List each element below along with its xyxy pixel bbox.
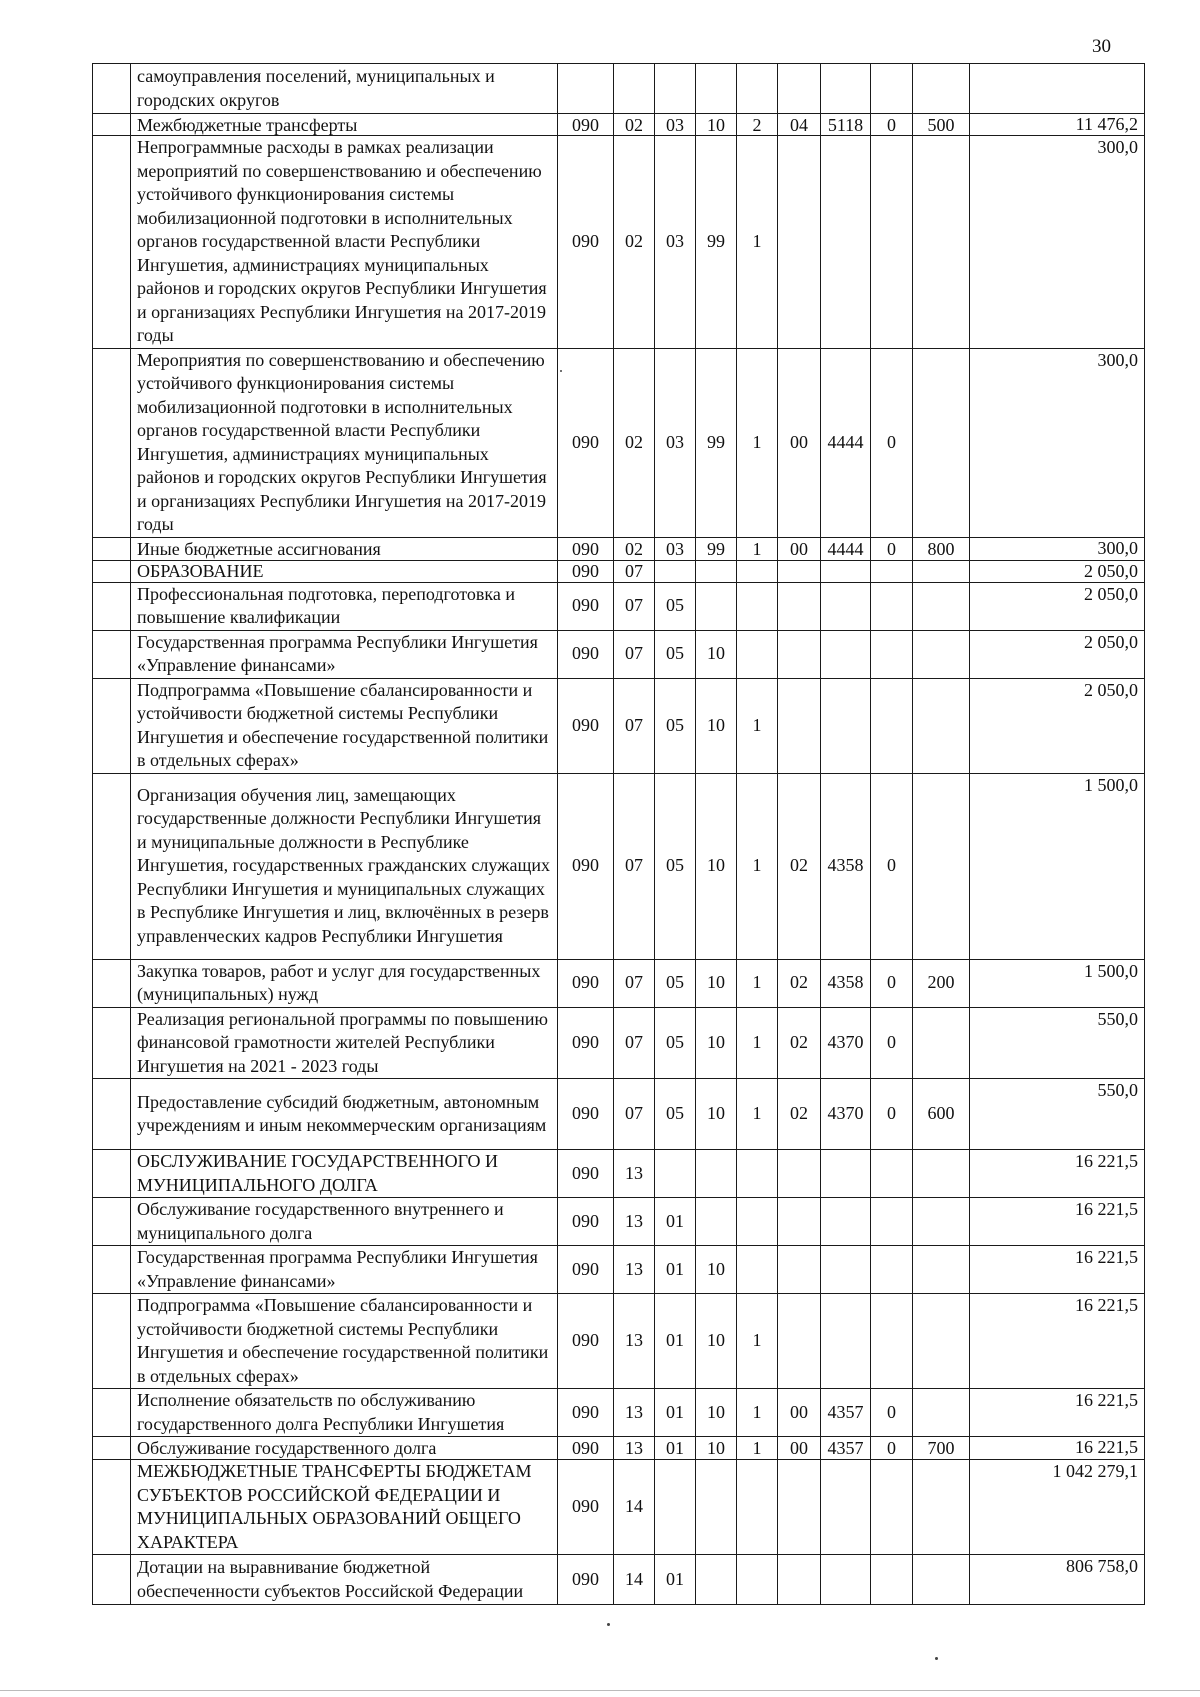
row-name: Государственная программа Республики Ингушетия «Управление финансами» (131, 1246, 558, 1294)
code-cell: 05 (655, 1079, 696, 1150)
table-row (93, 1460, 1145, 1555)
code-cell: 01 (655, 1294, 696, 1389)
code-cell: 02 (614, 136, 655, 349)
row-name: Дотации на выравнивание бюджетной обеспеченности субъектов Российской Федерации (131, 1555, 558, 1605)
amount-cell: 16 221,5 (970, 1389, 1145, 1437)
code-cell: 4444 (821, 348, 871, 537)
code-cell (821, 582, 871, 630)
page-number: 30 (1092, 36, 1111, 57)
row-name: Профессиональная подготовка, переподготовка и повышение квалификации (131, 582, 558, 630)
code-cell (696, 560, 737, 582)
code-cell: 090 (558, 1079, 614, 1150)
code-cell: 1 (737, 959, 778, 1007)
code-cell: 1 (737, 773, 778, 959)
row-index-cell (93, 1389, 131, 1437)
scan-edge (0, 1690, 1200, 1691)
row-name: Межбюджетные трансферты (131, 114, 558, 136)
code-cell (821, 136, 871, 349)
code-cell (913, 1460, 970, 1555)
code-cell: 090 (558, 1460, 614, 1555)
code-cell: 090 (558, 630, 614, 678)
amount-cell: 2 050,0 (970, 678, 1145, 773)
code-cell (778, 678, 821, 773)
table-row (93, 64, 1145, 114)
code-cell (655, 1150, 696, 1198)
code-cell (871, 1555, 913, 1605)
row-name: самоуправления поселений, муниципальных и городских округов (131, 64, 558, 114)
code-cell (821, 1294, 871, 1389)
code-cell (871, 630, 913, 678)
code-cell: 05 (655, 773, 696, 959)
code-cell: 1 (737, 678, 778, 773)
table-row (93, 537, 1145, 560)
code-cell: 090 (558, 1555, 614, 1605)
row-index-cell (93, 1007, 131, 1079)
code-cell: 0 (871, 348, 913, 537)
row-name: Обслуживание государственного внутреннего и муниципального долга (131, 1198, 558, 1246)
code-cell: 07 (614, 560, 655, 582)
row-index-cell (93, 348, 131, 537)
code-cell: 090 (558, 348, 614, 537)
code-cell: 090 (558, 1246, 614, 1294)
amount-cell: 16 221,5 (970, 1294, 1145, 1389)
code-cell: 07 (614, 1079, 655, 1150)
code-cell (696, 1555, 737, 1605)
code-cell: 01 (655, 1555, 696, 1605)
code-cell: 10 (696, 630, 737, 678)
code-cell: 0 (871, 114, 913, 136)
row-index-cell (93, 1437, 131, 1460)
code-cell: 10 (696, 1294, 737, 1389)
code-cell (655, 64, 696, 114)
row-index-cell (93, 1246, 131, 1294)
code-cell: 03 (655, 348, 696, 537)
table-row (93, 959, 1145, 1007)
code-cell: 090 (558, 537, 614, 560)
code-cell: 090 (558, 773, 614, 959)
code-cell: 02 (614, 537, 655, 560)
code-cell (913, 64, 970, 114)
code-cell (871, 64, 913, 114)
budget-table (92, 63, 1145, 1605)
code-cell (778, 1460, 821, 1555)
row-index-cell (93, 1294, 131, 1389)
row-index-cell (93, 630, 131, 678)
code-cell: 99 (696, 537, 737, 560)
table-row (93, 114, 1145, 136)
code-cell: 1 (737, 1079, 778, 1150)
code-cell (871, 1294, 913, 1389)
code-cell (913, 630, 970, 678)
code-cell: 07 (614, 1007, 655, 1079)
code-cell (737, 1198, 778, 1246)
code-cell: 07 (614, 959, 655, 1007)
row-name: ОБРАЗОВАНИЕ (131, 560, 558, 582)
table-row (93, 582, 1145, 630)
amount-cell: 2 050,0 (970, 582, 1145, 630)
code-cell: 500 (913, 114, 970, 136)
code-cell: 02 (778, 959, 821, 1007)
code-cell: 05 (655, 630, 696, 678)
code-cell: 13 (614, 1150, 655, 1198)
code-cell (871, 560, 913, 582)
code-cell: 00 (778, 348, 821, 537)
code-cell: 0 (871, 537, 913, 560)
code-cell: 1 (737, 1294, 778, 1389)
code-cell (696, 1150, 737, 1198)
code-cell: 700 (913, 1437, 970, 1460)
row-index-cell (93, 1460, 131, 1555)
code-cell (913, 1198, 970, 1246)
row-name: Организация обучения лиц, замещающих государственные должности Республики Ингушетия и муниципальные должности в Республике Ингушетия, государственных гражданских служащих Республики Ингушетия и муниципальных служащих в Республике Ингушетия и лиц, включённых в резерв управленческих кадров Республики Ингушетия (131, 773, 558, 959)
code-cell (821, 1460, 871, 1555)
code-cell (821, 1246, 871, 1294)
code-cell: 13 (614, 1294, 655, 1389)
code-cell: 99 (696, 136, 737, 349)
row-index-cell (93, 773, 131, 959)
code-cell: 0 (871, 773, 913, 959)
code-cell: 07 (614, 773, 655, 959)
code-cell: 1 (737, 1437, 778, 1460)
code-cell (913, 582, 970, 630)
amount-cell: 550,0 (970, 1079, 1145, 1150)
table-row (93, 136, 1145, 349)
code-cell (871, 136, 913, 349)
amount-cell: 550,0 (970, 1007, 1145, 1079)
code-cell: 1 (737, 1389, 778, 1437)
code-cell (821, 560, 871, 582)
code-cell (778, 136, 821, 349)
scan-dot (607, 1623, 610, 1626)
code-cell: 0 (871, 1007, 913, 1079)
code-cell: 03 (655, 136, 696, 349)
code-cell: 00 (778, 1437, 821, 1460)
code-cell: 02 (614, 348, 655, 537)
row-name: Исполнение обязательств по обслуживанию государственного долга Республики Ингушетия (131, 1389, 558, 1437)
code-cell: 07 (614, 630, 655, 678)
code-cell (821, 1198, 871, 1246)
code-cell: 04 (778, 114, 821, 136)
code-cell: 0 (871, 1079, 913, 1150)
code-cell: 1 (737, 348, 778, 537)
amount-cell: 16 221,5 (970, 1246, 1145, 1294)
code-cell: 4357 (821, 1389, 871, 1437)
table-row (93, 1246, 1145, 1294)
code-cell: 10 (696, 1246, 737, 1294)
code-cell: 4358 (821, 773, 871, 959)
code-cell: 4357 (821, 1437, 871, 1460)
code-cell (778, 1294, 821, 1389)
scan-dot (560, 370, 562, 372)
code-cell: 0 (871, 959, 913, 1007)
code-cell (821, 1150, 871, 1198)
code-cell: 090 (558, 1294, 614, 1389)
code-cell (778, 1150, 821, 1198)
code-cell (871, 582, 913, 630)
row-index-cell (93, 560, 131, 582)
code-cell (696, 64, 737, 114)
table-row (93, 678, 1145, 773)
code-cell (913, 1294, 970, 1389)
code-cell: 01 (655, 1246, 696, 1294)
code-cell: 090 (558, 1150, 614, 1198)
code-cell: 10 (696, 1007, 737, 1079)
amount-cell: 300,0 (970, 537, 1145, 560)
code-cell: 02 (614, 114, 655, 136)
table-row (93, 1150, 1145, 1198)
code-cell (778, 582, 821, 630)
table-row (93, 773, 1145, 959)
code-cell: 090 (558, 959, 614, 1007)
code-cell: 10 (696, 678, 737, 773)
code-cell: 1 (737, 537, 778, 560)
code-cell: 10 (696, 1437, 737, 1460)
code-cell (737, 560, 778, 582)
code-cell: 090 (558, 1389, 614, 1437)
row-name: Подпрограмма «Повышение сбалансированности и устойчивости бюджетной системы Республики Ингушетия и обеспечение государственной политики в отдельных сферах» (131, 678, 558, 773)
row-name: Предоставление субсидий бюджетным, автономным учреждениям и иным некоммерческим организациям (131, 1079, 558, 1150)
code-cell (913, 773, 970, 959)
code-cell: 14 (614, 1555, 655, 1605)
row-name: Непрограммные расходы в рамках реализации мероприятий по совершенствованию и обеспечению устойчивого функционирования системы мобилизационной подготовки в исполнительных органов государственной власти Республики Ингушетия, администрациях муниципальных районов и городских округов Республики Ингушетия и организациях Республики Ингушетия на 2017-2019 годы (131, 136, 558, 349)
code-cell: 0 (871, 1437, 913, 1460)
code-cell (737, 582, 778, 630)
table-row (93, 1079, 1145, 1150)
code-cell (737, 1555, 778, 1605)
code-cell (696, 582, 737, 630)
code-cell (696, 1460, 737, 1555)
code-cell (821, 630, 871, 678)
code-cell (821, 1555, 871, 1605)
code-cell (821, 64, 871, 114)
row-index-cell (93, 1555, 131, 1605)
row-name: Обслуживание государственного долга (131, 1437, 558, 1460)
amount-cell: 1 500,0 (970, 773, 1145, 959)
code-cell: 600 (913, 1079, 970, 1150)
code-cell (614, 64, 655, 114)
code-cell (778, 560, 821, 582)
code-cell: 090 (558, 560, 614, 582)
row-name: Мероприятия по совершенствованию и обеспечению устойчивого функционирования системы мобилизационной подготовки в исполнительных органов государственной власти Республики Ингушетия, администрациях муниципальных районов и городских округов Республики Ингушетия и организациях Республики Ингушетия на 2017-2019 годы (131, 348, 558, 537)
code-cell: 03 (655, 114, 696, 136)
code-cell (913, 678, 970, 773)
code-cell (871, 1460, 913, 1555)
code-cell (737, 630, 778, 678)
code-cell: 13 (614, 1437, 655, 1460)
code-cell (778, 630, 821, 678)
row-name: Закупка товаров, работ и услуг для государственных (муниципальных) нужд (131, 959, 558, 1007)
code-cell: 1 (737, 136, 778, 349)
code-cell: 1 (737, 1007, 778, 1079)
code-cell: 4370 (821, 1007, 871, 1079)
row-name: Государственная программа Республики Ингушетия «Управление финансами» (131, 630, 558, 678)
code-cell (737, 1150, 778, 1198)
code-cell (778, 1555, 821, 1605)
row-name: Подпрограмма «Повышение сбалансированности и устойчивости бюджетной системы Республики Ингушетия и обеспечение государственной политики в отдельных сферах» (131, 1294, 558, 1389)
amount-cell: 1 042 279,1 (970, 1460, 1145, 1555)
code-cell (913, 1150, 970, 1198)
amount-cell: 2 050,0 (970, 560, 1145, 582)
code-cell (696, 1198, 737, 1246)
code-cell: 4370 (821, 1079, 871, 1150)
code-cell: 01 (655, 1389, 696, 1437)
amount-cell: 300,0 (970, 136, 1145, 349)
code-cell: 00 (778, 537, 821, 560)
code-cell (737, 64, 778, 114)
code-cell: 2 (737, 114, 778, 136)
code-cell: 10 (696, 773, 737, 959)
code-cell: 090 (558, 136, 614, 349)
row-index-cell (93, 114, 131, 136)
row-name: Реализация региональной программы по повышению финансовой грамотности жителей Республики Ингушетия на 2021 - 2023 годы (131, 1007, 558, 1079)
code-cell (821, 678, 871, 773)
amount-cell: 16 221,5 (970, 1198, 1145, 1246)
code-cell: 13 (614, 1198, 655, 1246)
amount-cell: 300,0 (970, 348, 1145, 537)
code-cell (778, 64, 821, 114)
amount-cell: 11 476,2 (970, 114, 1145, 136)
amount-cell: 16 221,5 (970, 1437, 1145, 1460)
code-cell: 4444 (821, 537, 871, 560)
code-cell (558, 64, 614, 114)
code-cell: 99 (696, 348, 737, 537)
code-cell (913, 136, 970, 349)
code-cell (913, 348, 970, 537)
table-row (93, 348, 1145, 537)
row-index-cell (93, 1079, 131, 1150)
amount-cell (970, 64, 1145, 114)
table-row (93, 1437, 1145, 1460)
row-index-cell (93, 678, 131, 773)
scan-dot (935, 1657, 938, 1660)
row-name: Иные бюджетные ассигнования (131, 537, 558, 560)
amount-cell: 2 050,0 (970, 630, 1145, 678)
code-cell: 02 (778, 1079, 821, 1150)
row-index-cell (93, 1150, 131, 1198)
code-cell (913, 1246, 970, 1294)
code-cell: 10 (696, 114, 737, 136)
code-cell (871, 678, 913, 773)
row-index-cell (93, 136, 131, 349)
code-cell (871, 1150, 913, 1198)
row-name: МЕЖБЮДЖЕТНЫЕ ТРАНСФЕРТЫ БЮДЖЕТАМ СУБЪЕКТОВ РОССИЙСКОЙ ФЕДЕРАЦИИ И МУНИЦИПАЛЬНЫХ ОБРАЗОВАНИЙ ОБЩЕГО ХАРАКТЕРА (131, 1460, 558, 1555)
code-cell: 02 (778, 773, 821, 959)
code-cell (913, 560, 970, 582)
code-cell: 090 (558, 114, 614, 136)
code-cell: 090 (558, 1007, 614, 1079)
code-cell: 5118 (821, 114, 871, 136)
table-row (93, 560, 1145, 582)
amount-cell: 16 221,5 (970, 1150, 1145, 1198)
row-index-cell (93, 537, 131, 560)
code-cell (913, 1007, 970, 1079)
code-cell: 090 (558, 678, 614, 773)
code-cell: 200 (913, 959, 970, 1007)
code-cell: 05 (655, 582, 696, 630)
code-cell: 02 (778, 1007, 821, 1079)
code-cell: 10 (696, 959, 737, 1007)
code-cell (871, 1246, 913, 1294)
code-cell (655, 560, 696, 582)
code-cell: 800 (913, 537, 970, 560)
amount-cell: 806 758,0 (970, 1555, 1145, 1605)
row-index-cell (93, 959, 131, 1007)
code-cell: 07 (614, 678, 655, 773)
code-cell: 10 (696, 1079, 737, 1150)
code-cell: 01 (655, 1437, 696, 1460)
code-cell (737, 1246, 778, 1294)
code-cell: 13 (614, 1389, 655, 1437)
code-cell: 00 (778, 1389, 821, 1437)
code-cell (913, 1389, 970, 1437)
code-cell: 01 (655, 1198, 696, 1246)
code-cell: 03 (655, 537, 696, 560)
code-cell (778, 1198, 821, 1246)
code-cell: 4358 (821, 959, 871, 1007)
code-cell: 10 (696, 1389, 737, 1437)
code-cell: 05 (655, 1007, 696, 1079)
row-name: ОБСЛУЖИВАНИЕ ГОСУДАРСТВЕННОГО И МУНИЦИПАЛЬНОГО ДОЛГА (131, 1150, 558, 1198)
table-row (93, 1389, 1145, 1437)
code-cell: 05 (655, 678, 696, 773)
code-cell: 07 (614, 582, 655, 630)
row-index-cell (93, 64, 131, 114)
code-cell (778, 1246, 821, 1294)
code-cell: 05 (655, 959, 696, 1007)
table-row (93, 1198, 1145, 1246)
code-cell (737, 1460, 778, 1555)
code-cell: 0 (871, 1389, 913, 1437)
code-cell: 090 (558, 1437, 614, 1460)
code-cell: 090 (558, 582, 614, 630)
code-cell: 090 (558, 1198, 614, 1246)
code-cell (655, 1460, 696, 1555)
table-row (93, 630, 1145, 678)
row-index-cell (93, 1198, 131, 1246)
code-cell (871, 1198, 913, 1246)
table-row (93, 1294, 1145, 1389)
table-row (93, 1555, 1145, 1605)
code-cell (913, 1555, 970, 1605)
table-row (93, 1007, 1145, 1079)
amount-cell: 1 500,0 (970, 959, 1145, 1007)
row-index-cell (93, 582, 131, 630)
code-cell: 14 (614, 1460, 655, 1555)
code-cell: 13 (614, 1246, 655, 1294)
